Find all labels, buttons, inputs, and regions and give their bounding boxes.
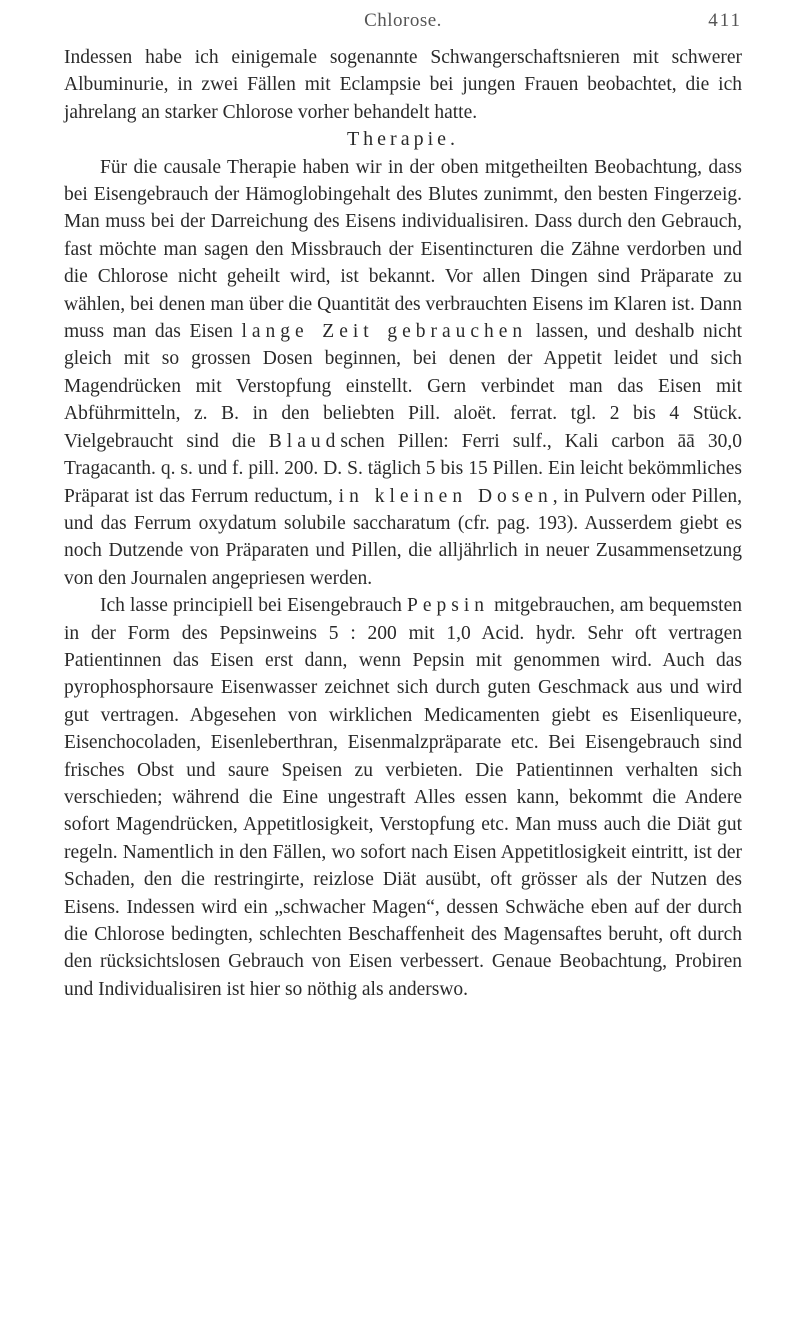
text-run: lassen, und deshalb nicht gleich mit so grossen Dosen beginnen, bei denen der Appetit leidet und sich Magendrücken mit Verstopfung einstellt. Gern verbindet man das Eisen mit Abführmitteln, z. B. in den beliebten Pill. aloët. ferrat. tgl. 2 bis 4 Stück. Vielgebraucht sind die <box>64 321 742 452</box>
emphasis-spaced: lange Zeit gebrauchen <box>241 321 528 343</box>
emphasis-spaced: Blaud <box>268 430 341 452</box>
book-page <box>64 10 742 1003</box>
text-run: schen Pillen: Ferri sulf., Kali carbon āā 30,0 Tragacanth. q. s. und f. pill. 200. D. S. täglich 5 bis 15 Pillen. Ein leicht bekömmliches Präparat ist das Ferrum reductum, <box>64 430 742 507</box>
text-run: mitgebrauchen, am bequemsten in der Form des Pepsinweins 5 : 200 mit 1,0 Acid. hydr. Sehr oft vertragen Patientinnen das Eisen erst dann, wenn Pepsin mit genommen wird. Auch das pyrophosphorsaure Eisenwasser zeichnet sich durch guten Geschmack aus und wird gut vertragen. Abgesehen von wirklichen Medicamenten giebt es Eisenliqueure, Eisenchocoladen, Eisenleberthran, Eisenmalzpräparate etc. Bei Eisengebrauch sind frisches Obst und saure Speisen zu verbieten. Die Patientinnen verhalten sich verschieden; während die Eine ungestraft Alles essen kann, bekommt die Andere sofort Magendrücken, Appetitlosigkeit, Verstopfung etc. Man muss auch die Diät gut regeln. Namentlich in den Fällen, wo sofort nach Eisen Appetitlosigkeit eintritt, ist der Schaden, den die restringirte, reizlose Diät ausübt, oft grösser als der Nutzen des Eisens. Indessen wird ein „schwacher Magen“, dessen Schwäche eben auf der durch die Chlorose bedingten, schlechten Beschaffenheit des Magensaftes beruht, oft durch den rücksichtslosen Gebrauch von Eisen verbessert. Genaue Beobachtung, Probiren und Individualisiren ist hier so nöthig als anderswo. <box>64 595 742 1000</box>
text-run: , in Pulvern oder Pillen, und das Ferrum oxydatum solubile saccharatum (cfr. pag. 193). Ausserdem giebt es noch Dutzende von Präparaten und Pillen, die alljährlich in neuer Zusammensetzung von den Journalen angepriesen werden. <box>64 485 743 589</box>
running-title: Chlorose. <box>364 10 442 31</box>
text-run: Für die causale Therapie haben wir in der oben mitgetheilten Beobachtung, dass bei Eisengebrauch der Hämoglobingehalt des Blutes zunimmt, den besten Fingerzeig. Man muss bei der Darreichung des Eisens individualisiren. Dass durch den Gebrauch, fast möchte man sagen den Missbrauch der Eisentincturen die Zähne verdorben und die Chlorose nicht geheilt wird, ist bekannt. Vor allen Dingen sind Präparate zu wählen, bei denen man über die Quantität des verbrauchten Eisens im Klaren ist. Dann muss man das Eisen <box>64 156 742 343</box>
text-run: Ich lasse principiell bei Eisengebrauch <box>100 595 407 617</box>
emphasis-spaced: in kleinen Dosen <box>338 485 553 507</box>
therapy-paragraph-1 <box>64 154 742 593</box>
section-heading: Therapie. <box>346 128 460 151</box>
therapy-paragraph-2 <box>64 592 742 1003</box>
page-number: 411 <box>708 10 742 31</box>
intro-paragraph: Indessen habe ich einigemale sogenannte Schwangerschaftsnieren mit schwerer Albuminurie, in zwei Fällen mit Eclampsie bei jungen Frauen beobachtet, die ich jahrelang an starker Chlorose vorher behandelt hatte. <box>64 47 742 123</box>
emphasis-spaced: Pepsin <box>407 595 490 617</box>
page-header <box>64 10 742 44</box>
